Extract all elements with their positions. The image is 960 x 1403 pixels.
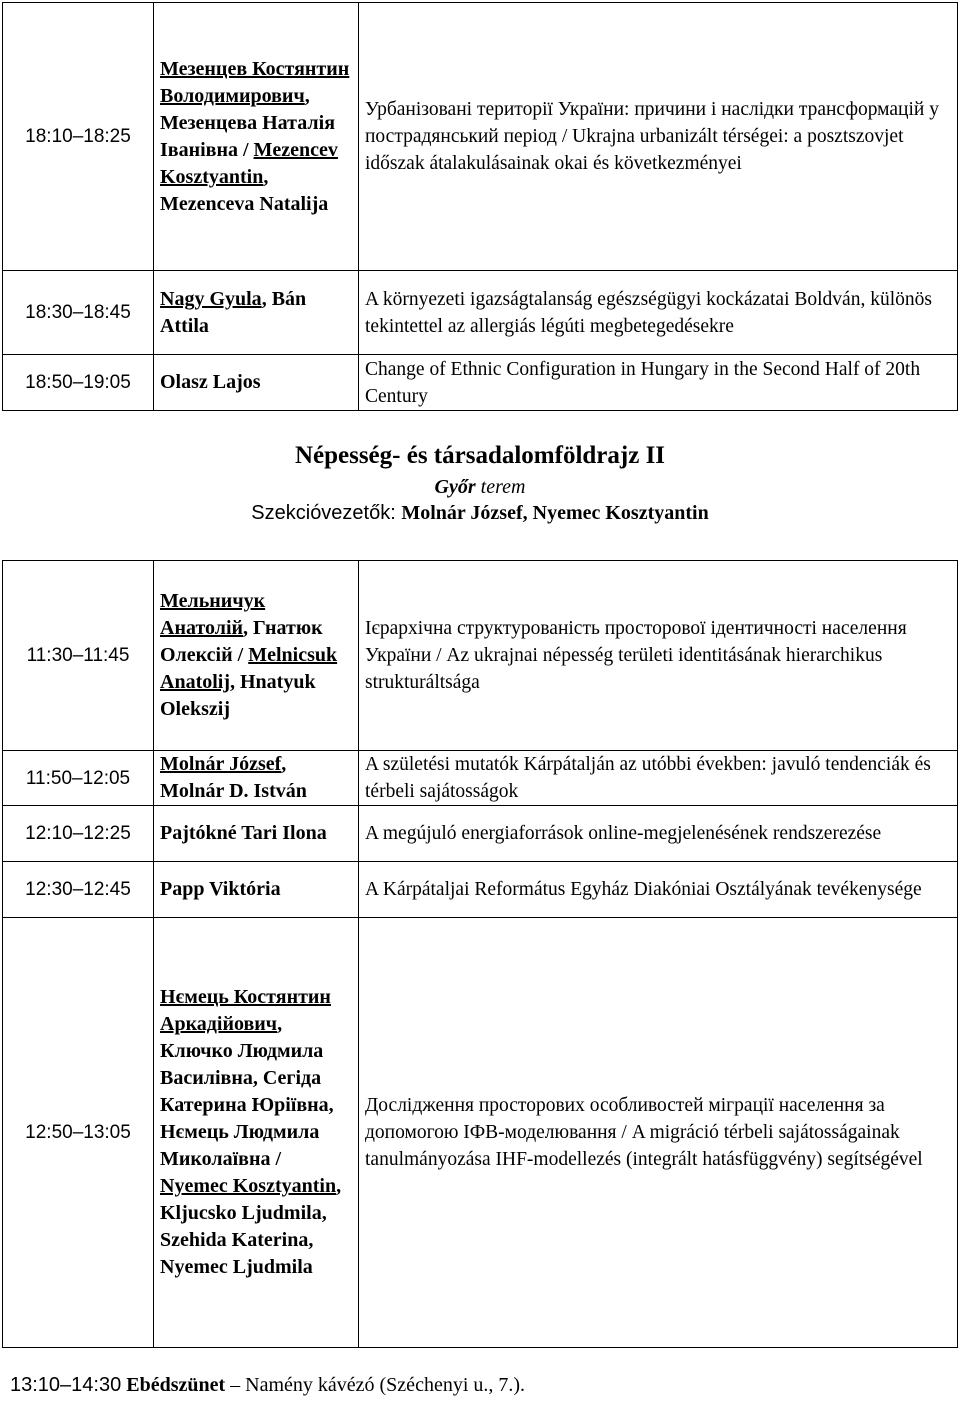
author-cell — [154, 3, 359, 271]
title-cell: Ієрархічна структурованість просторової ідентичності населення України / Az ukrajnai népesség területi identitásának hierarchikus strukturáltsága — [359, 561, 958, 751]
title-cell: Урбанізовані території України: причини і наслідки трансформацій у пострадянський період / Ukrajna urbanizált térségei: a posztszovjet időszak átalakulásainak okai és következményei — [359, 3, 958, 271]
title-cell: A megújuló energiaforrások online-megjelenésének rendszerezése — [359, 806, 958, 862]
presenter-name: Мезенцев Костянтин Володимирович — [160, 57, 350, 107]
table-row — [3, 806, 958, 862]
room-name: Győr — [434, 476, 476, 498]
author-cell — [154, 561, 359, 751]
coauthor-names: , Ключко Людмила Василівна, Сегіда Катерина Юріївна, Нємець Людмила Миколаївна / — [160, 1013, 334, 1170]
author-cell: Pajtókné Tari Ilona — [154, 806, 359, 862]
title-cell: Change of Ethnic Configuration in Hungary in the Second Half of 20th Century — [359, 355, 958, 411]
time-cell: 12:50–13:05 — [3, 918, 154, 1348]
table-row — [3, 751, 958, 806]
presenter-name: Нємець Костянтин Аркадійович — [160, 986, 331, 1035]
table-row — [3, 3, 958, 271]
title-cell: A Kárpátaljai Református Egyház Diakóniai Osztályának tevékenysége — [359, 862, 958, 918]
author-cell — [154, 751, 359, 806]
chairs-label: Szekcióvezetők: — [251, 502, 402, 524]
table-row — [3, 862, 958, 918]
table-row — [3, 271, 958, 355]
presenter-name: Мельничук Анатолій — [160, 590, 266, 639]
coauthor-names-latin: , Kljucsko Ljudmila, Szehida Katerina, Nyemec Ljudmila — [160, 1175, 342, 1278]
lunch-label: Ebédszünet — [126, 1374, 226, 1396]
coauthor-names: , Гнатюк Олексій / — [160, 617, 323, 666]
presenter-name-latin: Nyemec Kosztyantin — [160, 1175, 337, 1197]
author-cell: Papp Viktória — [154, 862, 359, 918]
section-chairs — [0, 502, 960, 525]
author-cell — [154, 271, 359, 355]
author-cell — [154, 918, 359, 1348]
coauthor-names: , Molnár D. István — [160, 753, 307, 802]
coauthor-names-latin: , Hnatyuk Olekszij — [160, 671, 316, 720]
chairs-names: Molnár József, Nyemec Kosztyantin — [401, 502, 709, 524]
lunch-break — [10, 1374, 525, 1397]
time-cell: 12:30–12:45 — [3, 862, 154, 918]
time-cell: 12:10–12:25 — [3, 806, 154, 862]
presenter-name: Nagy Gyula — [160, 287, 262, 310]
section-room — [0, 476, 960, 499]
title-cell: A születési mutatók Kárpátalján az utóbbi években: javuló tendenciák és térbeli sajátosságok — [359, 751, 958, 806]
table-row — [3, 355, 958, 411]
title-cell: Дослідження просторових особливостей міграції населення за допомогою ІФВ-моделювання / A migráció térbeli sajátosságainak tanulmányozása IHF-modellezés (integrált hatásfüggvény) segítségével — [359, 918, 958, 1348]
presenter-name-latin: Melnicsuk Anatolij — [160, 644, 338, 693]
schedule-table-2 — [2, 560, 958, 1348]
time-cell: 11:30–11:45 — [3, 561, 154, 751]
room-suffix: terem — [475, 476, 526, 498]
presenter-name: Molnár József — [160, 753, 282, 775]
coauthor-names-latin: , Mezenceva Natalija — [160, 165, 329, 215]
table-row — [3, 918, 958, 1348]
presenter-name-latin: Mezencev Kosztyantin — [160, 138, 338, 188]
time-cell: 18:50–19:05 — [3, 355, 154, 411]
section-title: Népesség- és társadalomföldrajz II — [294, 442, 666, 469]
title-cell: A környezeti igazságtalanság egészségügyi kockázatai Boldván, különös tekintettel az allergiás légúti megbetegedésekre — [359, 271, 958, 355]
table-row — [3, 561, 958, 751]
schedule-table-1 — [2, 2, 958, 411]
time-cell: 18:10–18:25 — [3, 3, 154, 271]
time-cell: 18:30–18:45 — [3, 271, 154, 355]
coauthor-names: , Мезенцева Наталія Іванівна / — [160, 84, 336, 161]
author-cell: Olasz Lajos — [154, 355, 359, 411]
coauthor-names: , Bán Attila — [160, 287, 307, 337]
lunch-location: – Namény kávézó (Széchenyi u., 7.). — [225, 1374, 526, 1396]
lunch-time: 13:10–14:30 — [10, 1374, 122, 1396]
time-cell: 11:50–12:05 — [3, 751, 154, 806]
